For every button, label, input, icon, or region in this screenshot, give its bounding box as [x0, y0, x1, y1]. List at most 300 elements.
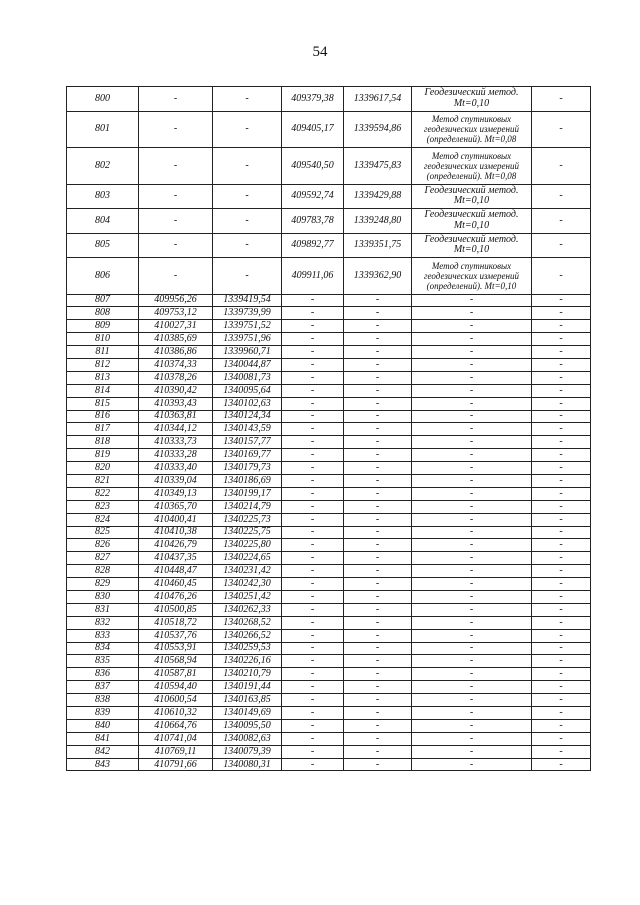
table-row — [67, 539, 591, 552]
new-y: 1339248,80 — [344, 209, 412, 234]
existing-y: 1340149,69 — [213, 707, 282, 720]
new-x: - — [282, 487, 344, 500]
existing-y: 1340225,73 — [213, 513, 282, 526]
point-number: 808 — [67, 307, 139, 320]
new-x: 409592,74 — [282, 184, 344, 209]
existing-x: 410476,26 — [139, 590, 213, 603]
existing-x: 410518,72 — [139, 616, 213, 629]
table-row — [67, 694, 591, 707]
new-x: - — [282, 449, 344, 462]
new-y: - — [344, 462, 412, 475]
coordinates-table-body — [67, 87, 591, 771]
point-number: 807 — [67, 294, 139, 307]
new-x: - — [282, 397, 344, 410]
method-description: - — [412, 320, 532, 333]
note: - — [532, 642, 591, 655]
new-y: - — [344, 333, 412, 346]
note: - — [532, 719, 591, 732]
existing-x: 410027,31 — [139, 320, 213, 333]
new-x: - — [282, 436, 344, 449]
method-description: - — [412, 462, 532, 475]
table-row — [67, 209, 591, 234]
table-row — [67, 111, 591, 148]
new-x: - — [282, 552, 344, 565]
new-x: 409405,17 — [282, 111, 344, 148]
note: - — [532, 462, 591, 475]
note: - — [532, 449, 591, 462]
point-number: 842 — [67, 745, 139, 758]
table-row — [67, 358, 591, 371]
note: - — [532, 474, 591, 487]
existing-x: 410365,70 — [139, 500, 213, 513]
table-row — [67, 333, 591, 346]
existing-x: - — [139, 111, 213, 148]
table-row — [67, 233, 591, 258]
existing-y: 1340082,63 — [213, 732, 282, 745]
point-number: 831 — [67, 603, 139, 616]
note: - — [532, 358, 591, 371]
new-y: - — [344, 616, 412, 629]
new-y: - — [344, 732, 412, 745]
note: - — [532, 320, 591, 333]
note: - — [532, 258, 591, 295]
method-description: - — [412, 655, 532, 668]
existing-y: 1340102,63 — [213, 397, 282, 410]
new-x: - — [282, 333, 344, 346]
point-number: 828 — [67, 565, 139, 578]
new-x: - — [282, 707, 344, 720]
existing-y: 1340157,77 — [213, 436, 282, 449]
method-description: - — [412, 410, 532, 423]
table-row — [67, 258, 591, 295]
existing-x: 410344,12 — [139, 423, 213, 436]
existing-x: 409956,26 — [139, 294, 213, 307]
new-x: - — [282, 513, 344, 526]
note: - — [532, 565, 591, 578]
existing-y: 1340242,30 — [213, 578, 282, 591]
existing-y: 1340044,87 — [213, 358, 282, 371]
table-row — [67, 745, 591, 758]
new-x: - — [282, 410, 344, 423]
method-description: - — [412, 629, 532, 642]
existing-x: 410460,45 — [139, 578, 213, 591]
point-number: 817 — [67, 423, 139, 436]
new-y: - — [344, 449, 412, 462]
existing-x: 410378,26 — [139, 371, 213, 384]
table-row — [67, 397, 591, 410]
note: - — [532, 209, 591, 234]
method-description: Метод спутниковых геодезических измерений (определений). Mt=0,10 — [412, 258, 532, 295]
new-y: - — [344, 719, 412, 732]
new-y: 1339475,83 — [344, 148, 412, 185]
note: - — [532, 487, 591, 500]
existing-y: - — [213, 184, 282, 209]
table-row — [67, 578, 591, 591]
existing-y: 1340231,42 — [213, 565, 282, 578]
point-number: 840 — [67, 719, 139, 732]
new-y: - — [344, 539, 412, 552]
note: - — [532, 539, 591, 552]
existing-y: 1340259,53 — [213, 642, 282, 655]
table-row — [67, 410, 591, 423]
table-row — [67, 616, 591, 629]
point-number: 835 — [67, 655, 139, 668]
existing-y: 1340179,73 — [213, 462, 282, 475]
method-description: - — [412, 449, 532, 462]
table-row — [67, 719, 591, 732]
new-x: - — [282, 694, 344, 707]
point-number: 800 — [67, 87, 139, 112]
method-description: - — [412, 358, 532, 371]
new-x: - — [282, 758, 344, 771]
new-x: - — [282, 346, 344, 359]
new-y: - — [344, 513, 412, 526]
table-row — [67, 423, 591, 436]
method-description: - — [412, 500, 532, 513]
new-y: - — [344, 410, 412, 423]
table-row — [67, 629, 591, 642]
existing-x: 409753,12 — [139, 307, 213, 320]
point-number: 819 — [67, 449, 139, 462]
note: - — [532, 333, 591, 346]
existing-y: - — [213, 148, 282, 185]
existing-x: 410664,76 — [139, 719, 213, 732]
existing-y: 1340199,17 — [213, 487, 282, 500]
existing-y: 1340214,79 — [213, 500, 282, 513]
existing-x: 410349,13 — [139, 487, 213, 500]
existing-x: 410393,43 — [139, 397, 213, 410]
note: - — [532, 184, 591, 209]
new-y: - — [344, 668, 412, 681]
note: - — [532, 111, 591, 148]
new-y: - — [344, 474, 412, 487]
table-row — [67, 320, 591, 333]
new-y: - — [344, 423, 412, 436]
table-row — [67, 346, 591, 359]
existing-y: 1339419,54 — [213, 294, 282, 307]
table-row — [67, 565, 591, 578]
point-number: 839 — [67, 707, 139, 720]
note: - — [532, 745, 591, 758]
existing-y: 1340080,31 — [213, 758, 282, 771]
table-row — [67, 668, 591, 681]
method-description: - — [412, 474, 532, 487]
point-number: 809 — [67, 320, 139, 333]
new-x: 409892,77 — [282, 233, 344, 258]
table-row — [67, 474, 591, 487]
point-number: 834 — [67, 642, 139, 655]
existing-x: 410390,42 — [139, 384, 213, 397]
new-y: - — [344, 358, 412, 371]
note: - — [532, 681, 591, 694]
table-row — [67, 462, 591, 475]
note: - — [532, 294, 591, 307]
point-number: 806 — [67, 258, 139, 295]
point-number: 811 — [67, 346, 139, 359]
table-row — [67, 384, 591, 397]
existing-x: 410600,54 — [139, 694, 213, 707]
method-description: - — [412, 668, 532, 681]
table-row — [67, 500, 591, 513]
existing-x: 410374,33 — [139, 358, 213, 371]
point-number: 802 — [67, 148, 139, 185]
existing-x: 410333,73 — [139, 436, 213, 449]
point-number: 822 — [67, 487, 139, 500]
new-x: - — [282, 474, 344, 487]
method-description: - — [412, 397, 532, 410]
existing-x: 410741,04 — [139, 732, 213, 745]
table-row — [67, 436, 591, 449]
table-row — [67, 732, 591, 745]
method-description: - — [412, 603, 532, 616]
method-description: - — [412, 642, 532, 655]
method-description: - — [412, 745, 532, 758]
new-y: - — [344, 346, 412, 359]
table-row — [67, 307, 591, 320]
new-x: - — [282, 719, 344, 732]
existing-x: - — [139, 184, 213, 209]
method-description: - — [412, 307, 532, 320]
existing-x: 410594,40 — [139, 681, 213, 694]
new-y: - — [344, 307, 412, 320]
method-description: - — [412, 423, 532, 436]
new-x: - — [282, 655, 344, 668]
point-number: 824 — [67, 513, 139, 526]
new-y: - — [344, 642, 412, 655]
new-x: - — [282, 526, 344, 539]
method-description: - — [412, 719, 532, 732]
note: - — [532, 616, 591, 629]
point-number: 816 — [67, 410, 139, 423]
new-x: - — [282, 565, 344, 578]
new-y: - — [344, 681, 412, 694]
new-x: - — [282, 732, 344, 745]
existing-x: 410537,76 — [139, 629, 213, 642]
point-number: 815 — [67, 397, 139, 410]
note: - — [532, 578, 591, 591]
new-x: - — [282, 423, 344, 436]
point-number: 833 — [67, 629, 139, 642]
existing-x: 410426,79 — [139, 539, 213, 552]
existing-y: - — [213, 233, 282, 258]
note: - — [532, 526, 591, 539]
note: - — [532, 423, 591, 436]
existing-x: 410410,38 — [139, 526, 213, 539]
method-description: - — [412, 539, 532, 552]
new-y: - — [344, 384, 412, 397]
table-row — [67, 87, 591, 112]
new-x: - — [282, 642, 344, 655]
new-x: - — [282, 603, 344, 616]
note: - — [532, 732, 591, 745]
existing-x: 410500,85 — [139, 603, 213, 616]
method-description: - — [412, 346, 532, 359]
existing-y: 1340143,59 — [213, 423, 282, 436]
existing-y: 1339960,71 — [213, 346, 282, 359]
new-y: - — [344, 552, 412, 565]
table-row — [67, 371, 591, 384]
table-row — [67, 449, 591, 462]
table-row — [67, 681, 591, 694]
note: - — [532, 410, 591, 423]
new-y: 1339362,90 — [344, 258, 412, 295]
existing-y: 1340124,34 — [213, 410, 282, 423]
existing-x: 410363,81 — [139, 410, 213, 423]
table-row — [67, 184, 591, 209]
point-number: 821 — [67, 474, 139, 487]
note: - — [532, 346, 591, 359]
method-description: - — [412, 758, 532, 771]
new-x: - — [282, 681, 344, 694]
new-x: 409783,78 — [282, 209, 344, 234]
new-y: - — [344, 745, 412, 758]
point-number: 804 — [67, 209, 139, 234]
new-x: - — [282, 616, 344, 629]
new-y: - — [344, 320, 412, 333]
new-y: - — [344, 590, 412, 603]
new-x: - — [282, 668, 344, 681]
point-number: 813 — [67, 371, 139, 384]
existing-y: 1339751,96 — [213, 333, 282, 346]
method-description: Геодезический метод. Mt=0,10 — [412, 233, 532, 258]
existing-x: - — [139, 209, 213, 234]
table-row — [67, 487, 591, 500]
existing-x: 410448,47 — [139, 565, 213, 578]
new-y: 1339617,54 — [344, 87, 412, 112]
new-y: - — [344, 436, 412, 449]
table-row — [67, 603, 591, 616]
new-y: - — [344, 758, 412, 771]
point-number: 810 — [67, 333, 139, 346]
new-x: - — [282, 384, 344, 397]
new-y: - — [344, 565, 412, 578]
existing-y: 1340266,52 — [213, 629, 282, 642]
existing-y: 1340226,16 — [213, 655, 282, 668]
note: - — [532, 590, 591, 603]
point-number: 801 — [67, 111, 139, 148]
existing-y: 1340268,52 — [213, 616, 282, 629]
table-row — [67, 294, 591, 307]
new-y: - — [344, 487, 412, 500]
existing-y: 1340262,33 — [213, 603, 282, 616]
existing-y: - — [213, 87, 282, 112]
new-y: - — [344, 694, 412, 707]
note: - — [532, 707, 591, 720]
existing-y: 1340095,64 — [213, 384, 282, 397]
new-y: - — [344, 397, 412, 410]
table-row — [67, 552, 591, 565]
method-description: - — [412, 526, 532, 539]
method-description: - — [412, 371, 532, 384]
point-number: 805 — [67, 233, 139, 258]
note: - — [532, 513, 591, 526]
existing-y: 1340186,69 — [213, 474, 282, 487]
existing-x: 410791,66 — [139, 758, 213, 771]
point-number: 820 — [67, 462, 139, 475]
existing-x: 410769,11 — [139, 745, 213, 758]
existing-x: 410386,86 — [139, 346, 213, 359]
new-x: - — [282, 294, 344, 307]
existing-y: 1340095,50 — [213, 719, 282, 732]
point-number: 803 — [67, 184, 139, 209]
existing-y: 1340191,44 — [213, 681, 282, 694]
new-x: 409911,06 — [282, 258, 344, 295]
new-x: - — [282, 371, 344, 384]
new-x: - — [282, 462, 344, 475]
existing-x: - — [139, 87, 213, 112]
existing-y: 1340224,65 — [213, 552, 282, 565]
point-number: 843 — [67, 758, 139, 771]
new-x: 409379,38 — [282, 87, 344, 112]
point-number: 837 — [67, 681, 139, 694]
note: - — [532, 436, 591, 449]
note: - — [532, 629, 591, 642]
table-row — [67, 642, 591, 655]
existing-y: 1340251,42 — [213, 590, 282, 603]
method-description: - — [412, 552, 532, 565]
method-description: - — [412, 333, 532, 346]
point-number: 838 — [67, 694, 139, 707]
new-x: 409540,50 — [282, 148, 344, 185]
new-y: - — [344, 578, 412, 591]
note: - — [532, 384, 591, 397]
point-number: 841 — [67, 732, 139, 745]
method-description: Геодезический метод. Mt=0,10 — [412, 209, 532, 234]
method-description: Метод спутниковых геодезических измерений (определений). Mt=0,08 — [412, 148, 532, 185]
method-description: - — [412, 578, 532, 591]
new-x: - — [282, 629, 344, 642]
table-row — [67, 655, 591, 668]
note: - — [532, 668, 591, 681]
existing-y: 1340163,85 — [213, 694, 282, 707]
point-number: 826 — [67, 539, 139, 552]
table-row — [67, 513, 591, 526]
table-row — [67, 526, 591, 539]
method-description: Геодезический метод. Mt=0,10 — [412, 87, 532, 112]
existing-x: - — [139, 258, 213, 295]
existing-x: 410400,41 — [139, 513, 213, 526]
existing-x: 410437,35 — [139, 552, 213, 565]
existing-x: - — [139, 148, 213, 185]
existing-y: 1339739,99 — [213, 307, 282, 320]
new-x: - — [282, 500, 344, 513]
existing-y: 1340225,80 — [213, 539, 282, 552]
table-row — [67, 148, 591, 185]
new-x: - — [282, 745, 344, 758]
method-description: Метод спутниковых геодезических измерений (определений). Mt=0,08 — [412, 111, 532, 148]
point-number: 818 — [67, 436, 139, 449]
existing-x: 410610,32 — [139, 707, 213, 720]
method-description: - — [412, 732, 532, 745]
existing-x: 410553,91 — [139, 642, 213, 655]
new-x: - — [282, 320, 344, 333]
page-number: 54 — [312, 44, 328, 60]
new-y: 1339351,75 — [344, 233, 412, 258]
coordinates-table — [66, 86, 591, 771]
method-description: - — [412, 694, 532, 707]
method-description: - — [412, 436, 532, 449]
note: - — [532, 758, 591, 771]
existing-x: 410568,94 — [139, 655, 213, 668]
method-description: - — [412, 707, 532, 720]
method-description: Геодезический метод. Mt=0,10 — [412, 184, 532, 209]
point-number: 823 — [67, 500, 139, 513]
existing-y: - — [213, 258, 282, 295]
existing-x: - — [139, 233, 213, 258]
note: - — [532, 603, 591, 616]
method-description: - — [412, 487, 532, 500]
existing-y: 1340079,39 — [213, 745, 282, 758]
